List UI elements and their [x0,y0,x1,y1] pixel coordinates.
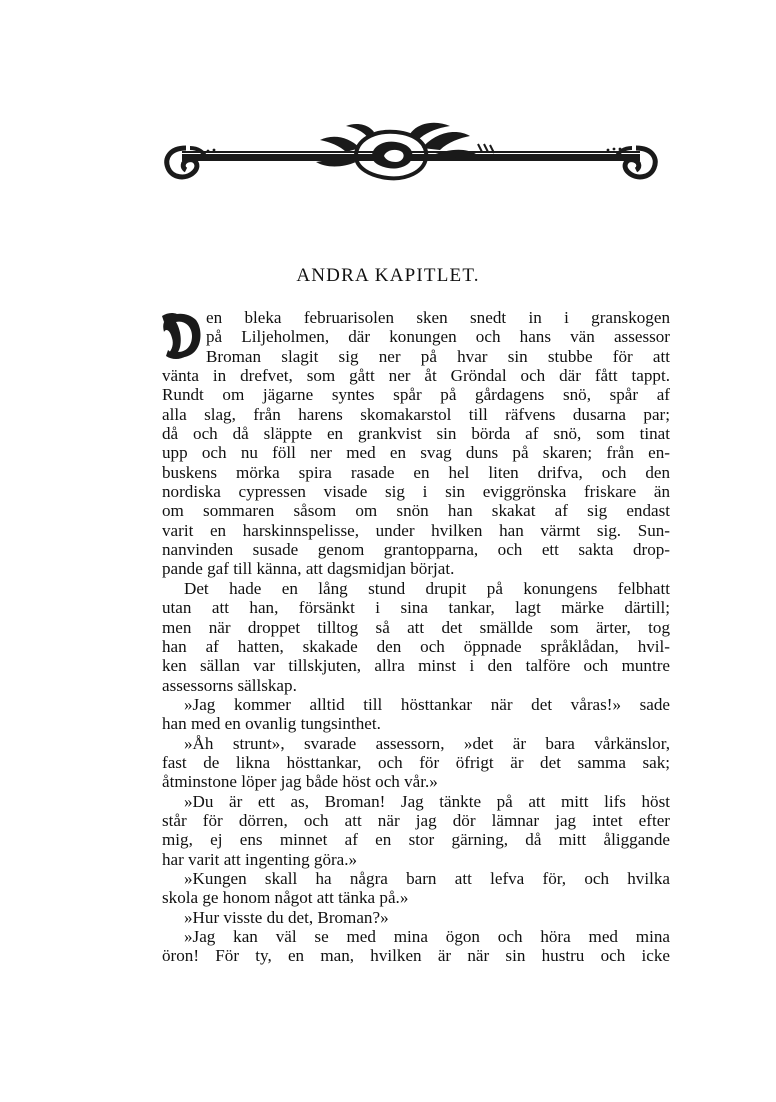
text-line: Det hade en lång stund drupit på konungens felbhatt [184,578,670,598]
text-line: står för dörren, och att när jag dör lämnar jag intet efter [162,810,670,830]
text-line: buskens mörka spira rasade en hel liten drifva, och den [162,462,670,482]
text-line: »Åh strunt», svarade assessorn, »det är bara vårkänslor, [184,733,670,753]
text-line: har varit att ingenting göra.» [162,849,358,869]
text-line: Rundt om jägarne syntes spår på gårdagens snö, spår af [162,385,670,405]
text-line: på Liljeholmen, där konungen och hans vän assessor [206,327,670,347]
drop-cap-d-icon [160,310,202,360]
text-line: en bleka februarisolen sken snedt in i granskogen [206,308,670,327]
text-line: skola ge honom något att tänka på.» [162,888,409,908]
text-line: »Du är ett as, Broman! Jag tänkte på att mitt lifs höst [184,791,670,811]
text-line: nordiska cypressen visade sig i sin eviggrönska friskare än [162,482,670,502]
chapter-title: ANDRA KAPITLET. [296,265,480,286]
text-line: vänta in drefvet, som gått ner åt Gröndal och där fått tappt. [162,366,670,386]
text-line: om sommaren såsom om snön han skakat af sig endast [162,501,670,521]
text-line: Broman slagit sig ner på hvar sin stubbe för att [206,346,670,366]
text-line: han med en ovanlig tungsinthet. [162,714,381,734]
text-line: assessorns sällskap. [162,675,297,695]
scroll-ornament-icon [160,118,662,190]
text-line: »Jag kan väl se med mina ögon och höra med mina [184,927,670,946]
text-line: fast de likna hösttankar, och för öfrigt är det samma sak; [162,752,670,772]
text-line: öron! För ty, en man, hvilken är när sin hustru och icke [162,946,670,966]
text-line: han af hatten, skakade den och öppnade språklådan, hvil- [162,636,670,656]
text-line: då och då släppte en grankvist sin börda af snö, som tinat [162,424,670,444]
text-line: nanvinden susade genom grantopparna, och ett sakta drop- [162,540,670,560]
text-line: »Jag kommer alltid till hösttankar när det våras!» sade [184,694,670,714]
text-line: åtminstone löper jag både höst och vår.» [162,772,438,792]
text-line: mig, ej ens minnet af en stor gärning, då mitt åliggande [162,830,670,850]
text-line: men när droppet tilltog så att det smällde som ärter, tog [162,617,670,637]
text-line: pande gaf till känna, att dagsmidjan börjat. [162,559,455,579]
text-line: alla slag, från harens skomakarstol till räfvens dusarna par; [162,404,670,424]
text-line: »Hur visste du det, Broman?» [184,907,389,927]
text-line: upp och nu föll ner med en svag duns på skaren; från en- [162,443,670,463]
text-line: »Kungen skall ha några barn att lefva för, och hvilka [184,868,670,888]
body-text [162,308,670,966]
text-line: utan att han, försänkt i sina tankar, lagt märke därtill; [162,598,670,618]
text-line: varit en harskinnspelisse, under hvilken han värmt sig. Sun- [162,520,670,540]
text-line: ken sällan var tillskjuten, allra minst i den talföre och muntre [162,656,670,676]
drop-cap-letter: D [160,310,161,311]
